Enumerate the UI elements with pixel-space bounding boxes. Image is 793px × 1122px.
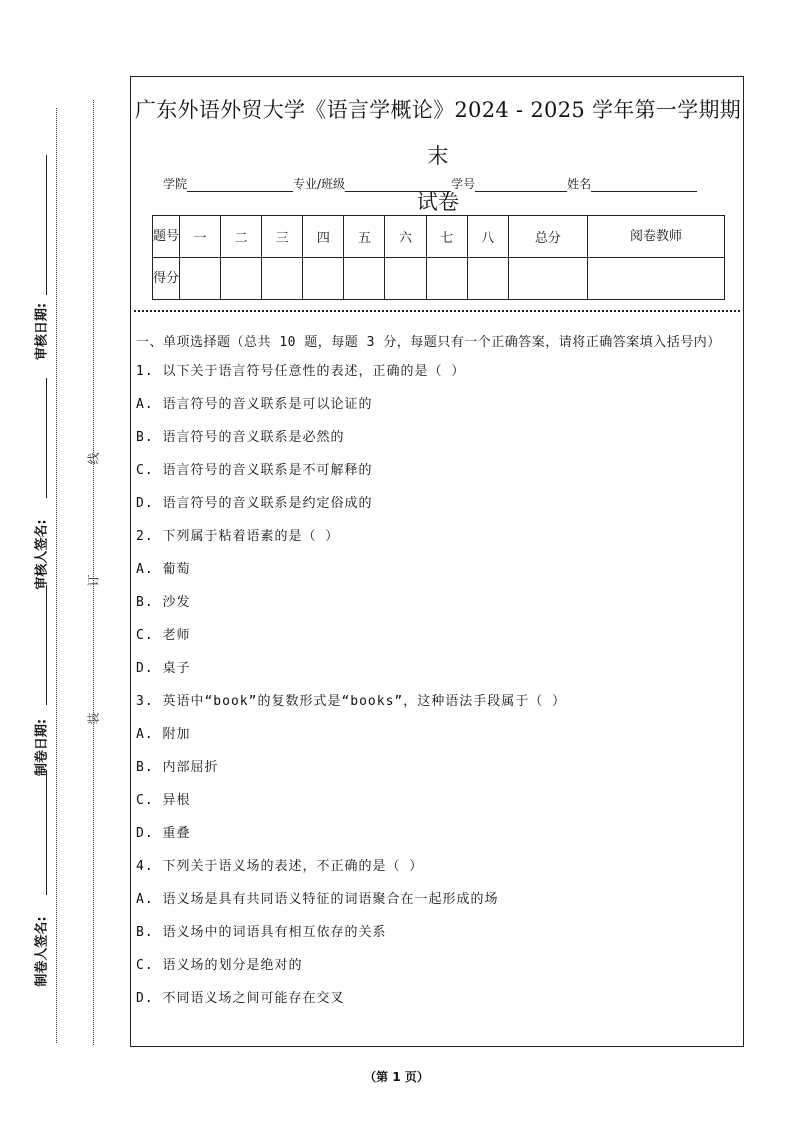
auditor-sign-label: 审核人签名: [34,519,50,590]
major-class-label: 专业/班级 [293,177,346,191]
option-a: A. 附加 [136,727,191,742]
option-c: C. 语言符号的音义联系是不可解释的 [136,463,373,478]
maker-date-label: 制卷日期: [34,718,50,777]
score-col-2: 二 [221,216,262,258]
score-table [152,215,725,300]
outer-dotted-line [56,108,57,1043]
maker-sign-blank[interactable] [46,770,47,895]
question-stem: 3. 英语中“book”的复数形式是“books”，这种语法手段属于（ ） [136,694,567,709]
score-cell[interactable] [385,258,426,300]
student-info-row [163,175,697,192]
option-a: A. 语言符号的音义联系是可以论证的 [136,397,373,412]
exam-title-line2: 试卷 [416,190,460,214]
option-a: A. 葡萄 [136,562,191,577]
score-col-3: 三 [262,216,303,258]
score-cell-grader[interactable] [588,258,725,300]
option-b: B. 语言符号的音义联系是必然的 [136,430,345,445]
option-b: B. 沙发 [136,595,191,610]
option-b: B. 语义场中的词语具有相互依存的关系 [136,925,387,940]
binding-margin [0,0,125,1122]
question-2 [136,526,740,691]
exam-title-line1: 广东外语外贸大学《语言学概论》2024 - 2025 学年第一学期期末 [134,98,742,168]
score-col-total: 总分 [508,216,587,258]
maker-date-blank[interactable] [46,585,47,705]
exam-title [131,87,745,225]
score-cell[interactable] [180,258,221,300]
score-col-grader: 阅卷教师 [588,216,725,258]
auditor-date-label: 审核日期: [34,302,50,361]
major-class-field[interactable] [345,179,451,192]
question-1 [136,361,740,526]
option-d: D. 语言符号的音义联系是约定俗成的 [136,496,373,511]
score-cell[interactable] [426,258,467,300]
name-label: 姓名 [567,177,592,191]
question-stem: 4. 下列关于语义场的表述，不正确的是（ ） [136,859,424,874]
college-field[interactable] [187,179,293,192]
score-cell[interactable] [344,258,385,300]
option-d: D. 不同语义场之间可能存在交叉 [136,991,345,1006]
score-cell[interactable] [303,258,344,300]
question-number-row [153,216,725,258]
dotted-separator [134,310,740,312]
option-c: C. 异根 [136,793,191,808]
cut-line-mark: 线 [86,452,101,465]
option-d: D. 桌子 [136,661,191,676]
score-col-6: 六 [385,216,426,258]
seal-line-mark: 装 [86,712,101,725]
score-cell[interactable] [467,258,508,300]
score-col-5: 五 [344,216,385,258]
option-c: C. 老师 [136,628,191,643]
student-id-field[interactable] [475,179,567,192]
option-a: A. 语义场是具有共同语义特征的词语聚合在一起形成的场 [136,892,499,907]
score-label: 得分 [153,258,180,300]
maker-sign-label: 制卷人签名: [34,916,50,987]
score-col-1: 一 [180,216,221,258]
bind-line-mark: 订 [86,574,101,587]
question-4 [136,856,740,1021]
score-cell-total[interactable] [508,258,587,300]
student-id-label: 学号 [451,177,476,191]
option-c: C. 语义场的划分是绝对的 [136,958,303,973]
college-label: 学院 [163,177,188,191]
option-b: B. 内部屈折 [136,760,219,775]
auditor-sign-blank[interactable] [46,378,47,498]
score-cell[interactable] [221,258,262,300]
question-stem: 1. 以下关于语言符号任意性的表述，正确的是（ ） [136,364,466,379]
score-cell[interactable] [262,258,303,300]
name-field[interactable] [591,179,697,192]
score-col-7: 七 [426,216,467,258]
question-number-label: 题号 [153,216,180,258]
option-d: D. 重叠 [136,826,191,841]
section-heading: 一、单项选择题（总共 10 题，每题 3 分，每题只有一个正确答案，请将正确答案填入括号内） [136,335,721,350]
score-col-8: 八 [467,216,508,258]
score-col-4: 四 [303,216,344,258]
auditor-date-blank[interactable] [46,155,47,295]
score-row [153,258,725,300]
question-3 [136,691,740,856]
question-stem: 2. 下列属于粘着语素的是（ ） [136,529,340,544]
page-number: （第 1 页） [364,1070,429,1084]
exam-content [136,332,740,1021]
exam-paper [130,76,744,1047]
